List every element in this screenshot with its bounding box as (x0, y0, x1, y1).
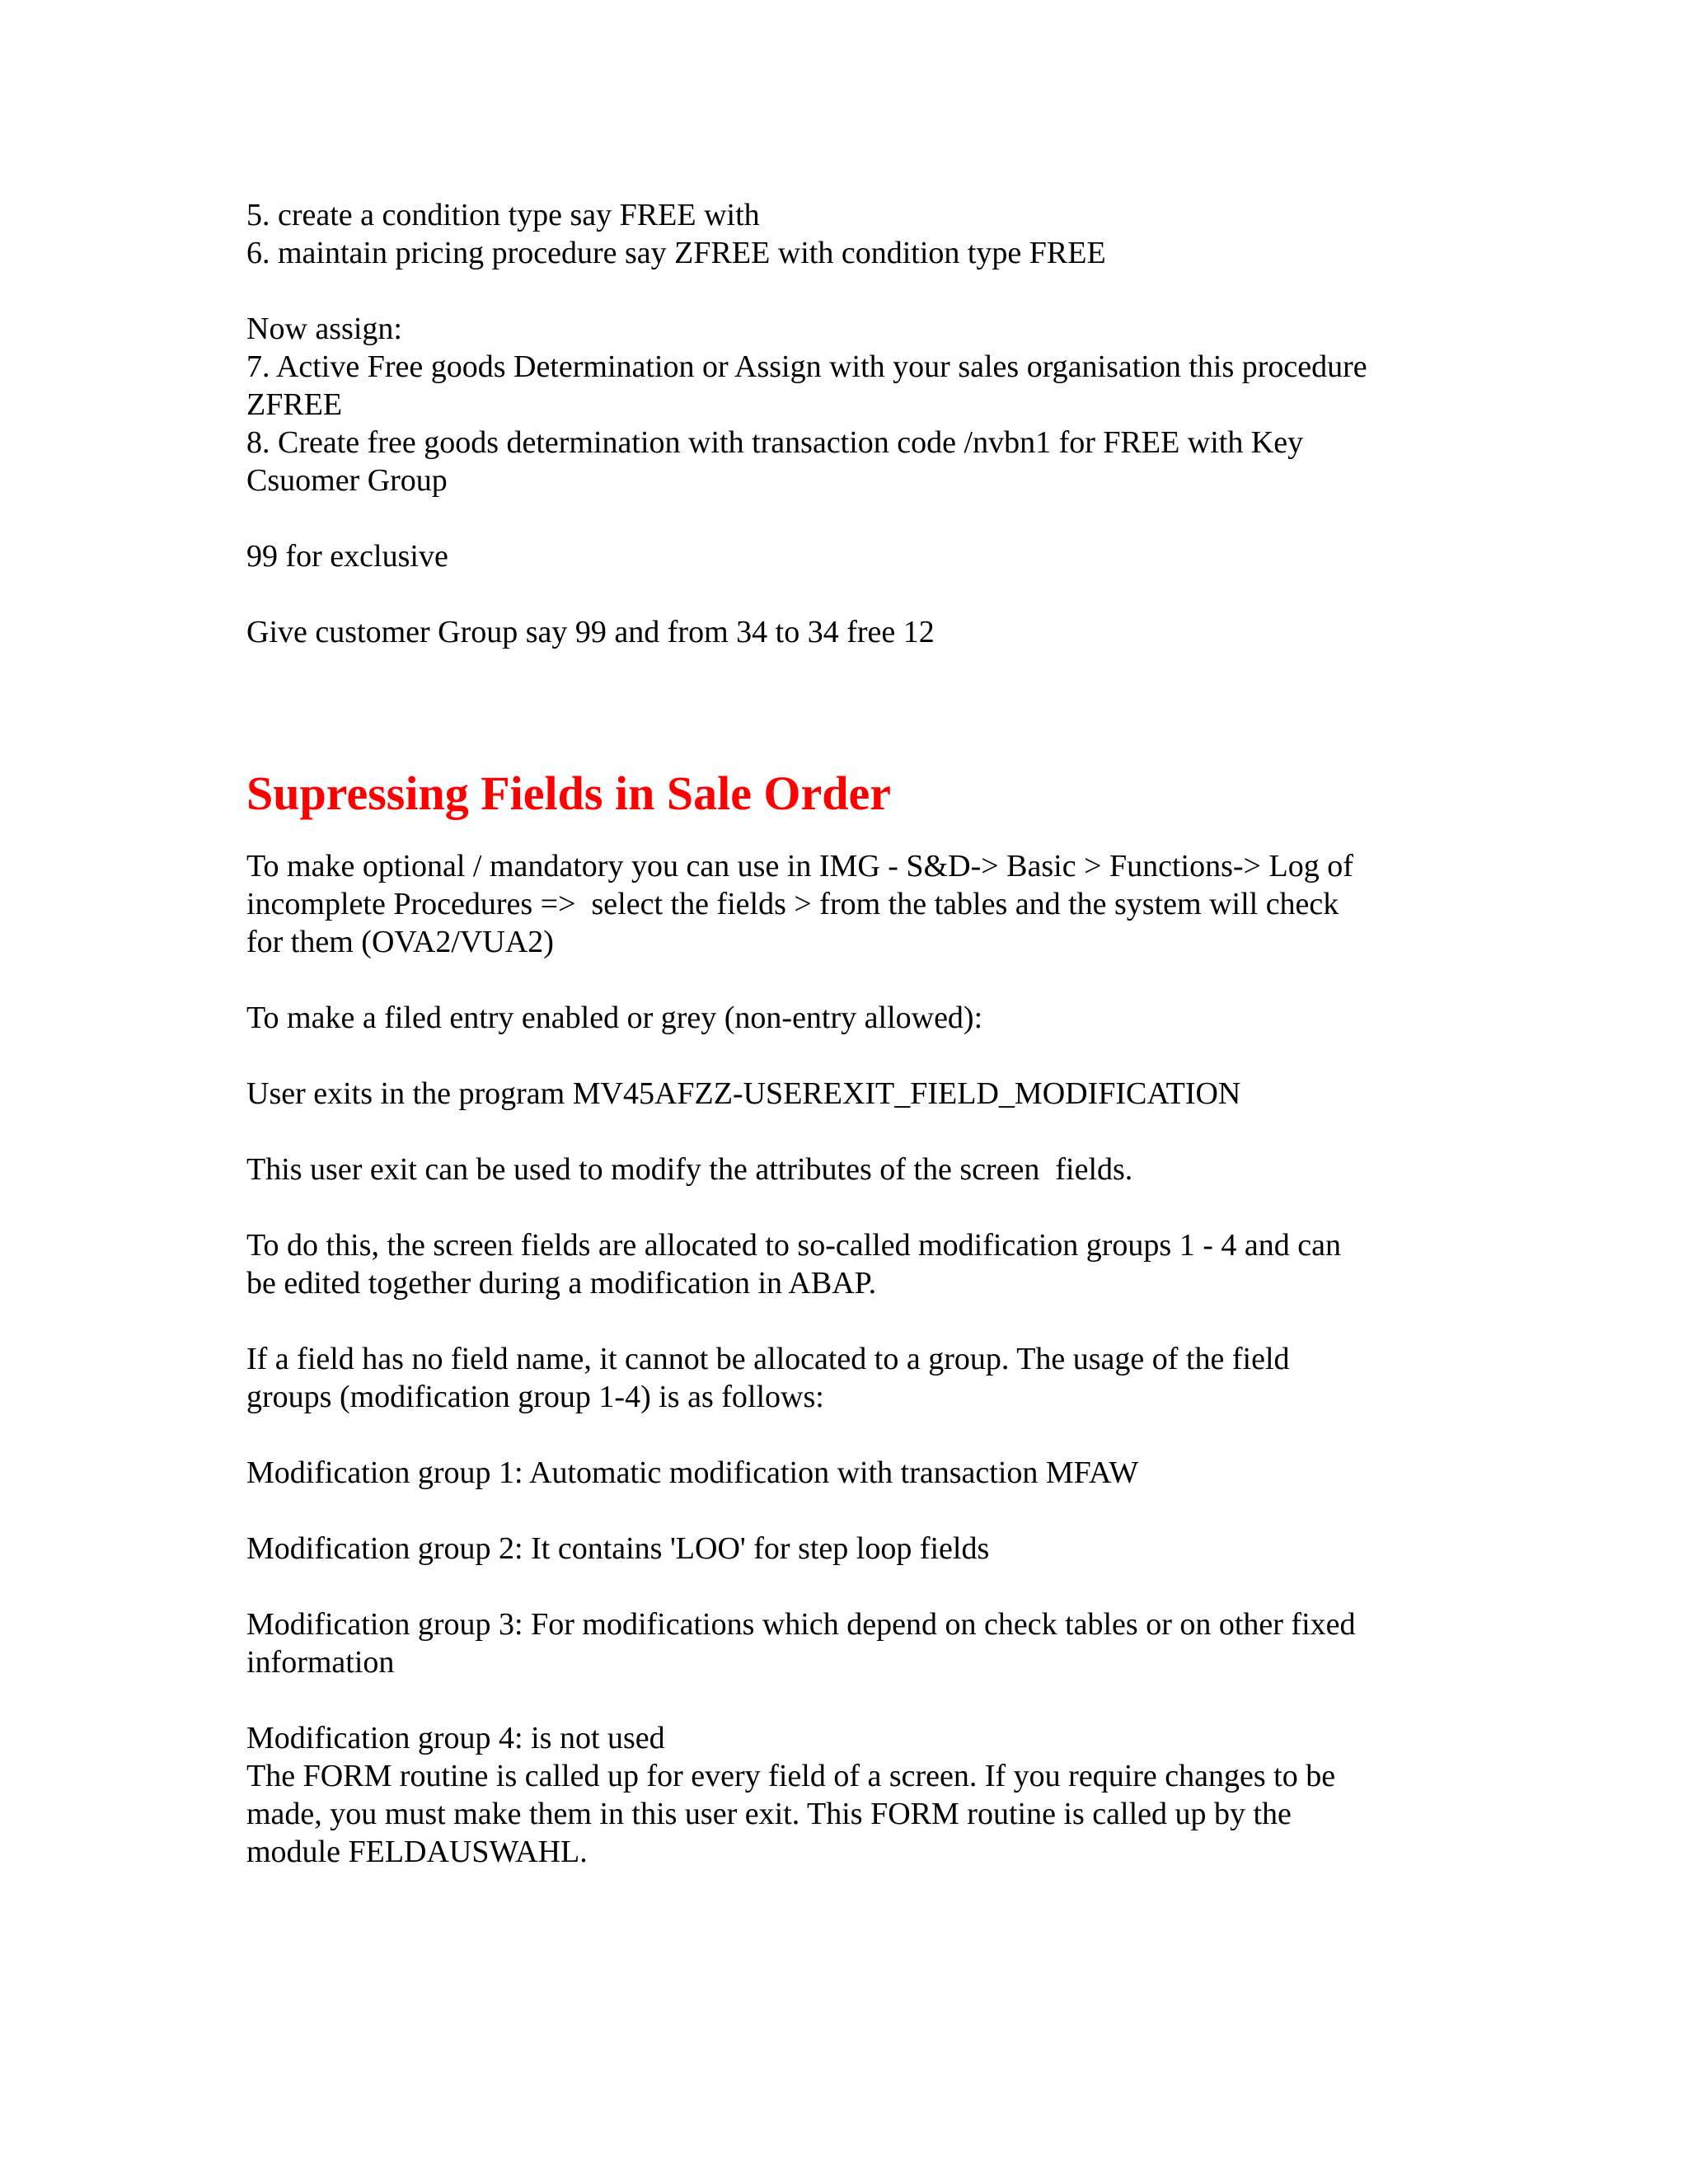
paragraph-group-3 (246, 1605, 1450, 1681)
paragraph-form-line-2: made, you must make them in this user exit. This FORM routine is called up by the (246, 1797, 1292, 1831)
paragraph-group-3-line-1: Modification group 3: For modifications which depend on check tables or on other fixed (246, 1607, 1356, 1642)
step-7-line-b: ZFREE (246, 387, 343, 422)
paragraph-img-path-line-2: incomplete Procedures => select the fields > from the tables and the system will check (246, 887, 1339, 921)
paragraph-modification-groups-line-1: To do this, the screen fields are allocated to so-called modification groups 1 - 4 and can (246, 1228, 1341, 1263)
paragraph-group-4-and-form (246, 1719, 1450, 1871)
paragraph-modification-groups (246, 1226, 1450, 1302)
paragraph-form-line-3: module FELDAUSWAHL. (246, 1835, 588, 1869)
paragraph-modify-attributes: This user exit can be used to modify the attributes of the screen fields. (246, 1152, 1133, 1187)
paragraph-img-path-line-1: To make optional / mandatory you can use in IMG - S&D-> Basic > Functions-> Log of (246, 849, 1353, 883)
paragraph-field-name (246, 1340, 1450, 1416)
paragraph-modification-groups-line-2: be edited together during a modification in ABAP. (246, 1266, 877, 1301)
paragraph-field-name-line-2: groups (modification group 1-4) is as follows: (246, 1380, 824, 1414)
assign-block (246, 310, 1450, 499)
paragraph-form-line-1: The FORM routine is called up for every field of a screen. If you require changes to be (246, 1759, 1336, 1793)
paragraph-img-path (246, 847, 1450, 961)
step-8-line-b: Csuomer Group (246, 463, 448, 498)
paragraph-img-path-line-3: for them (OVA2/VUA2) (246, 925, 554, 959)
step-7-line-a: 7. Active Free goods Determination or Assign with your sales organisation this procedure (246, 349, 1367, 384)
paragraph-group-3-line-2: information (246, 1645, 395, 1680)
document-body (246, 196, 1450, 1871)
paragraph-group-1: Modification group 1: Automatic modification with transaction MFAW (246, 1455, 1139, 1490)
paragraph-enable-grey: To make a filed entry enabled or grey (non-entry allowed): (246, 1001, 983, 1035)
paragraph-group-4-line: Modification group 4: is not used (246, 1721, 665, 1755)
give-customer-text: Give customer Group say 99 and from 34 to 34 free 12 (246, 615, 935, 649)
paragraph-field-name-line-1: If a field has no field name, it cannot be allocated to a group. The usage of the field (246, 1342, 1290, 1376)
step-5-text (246, 196, 1450, 272)
paragraph-group-2: Modification group 2: It contains 'LOO' for step loop fields (246, 1531, 990, 1566)
section-heading: Supressing Fields in Sale Order (246, 766, 892, 820)
step-6-line: 6. maintain pricing procedure say ZFREE with condition type FREE (246, 236, 1106, 270)
paragraph-user-exit: User exits in the program MV45AFZZ-USEREXIT_FIELD_MODIFICATION (246, 1076, 1241, 1111)
now-assign-label: Now assign: (246, 312, 402, 346)
step-5-line: 5. create a condition type say FREE with (246, 198, 760, 232)
step-8-line-a: 8. Create free goods determination with transaction code /nvbn1 for FREE with Key (246, 425, 1304, 460)
exclusive-text: 99 for exclusive (246, 539, 448, 574)
